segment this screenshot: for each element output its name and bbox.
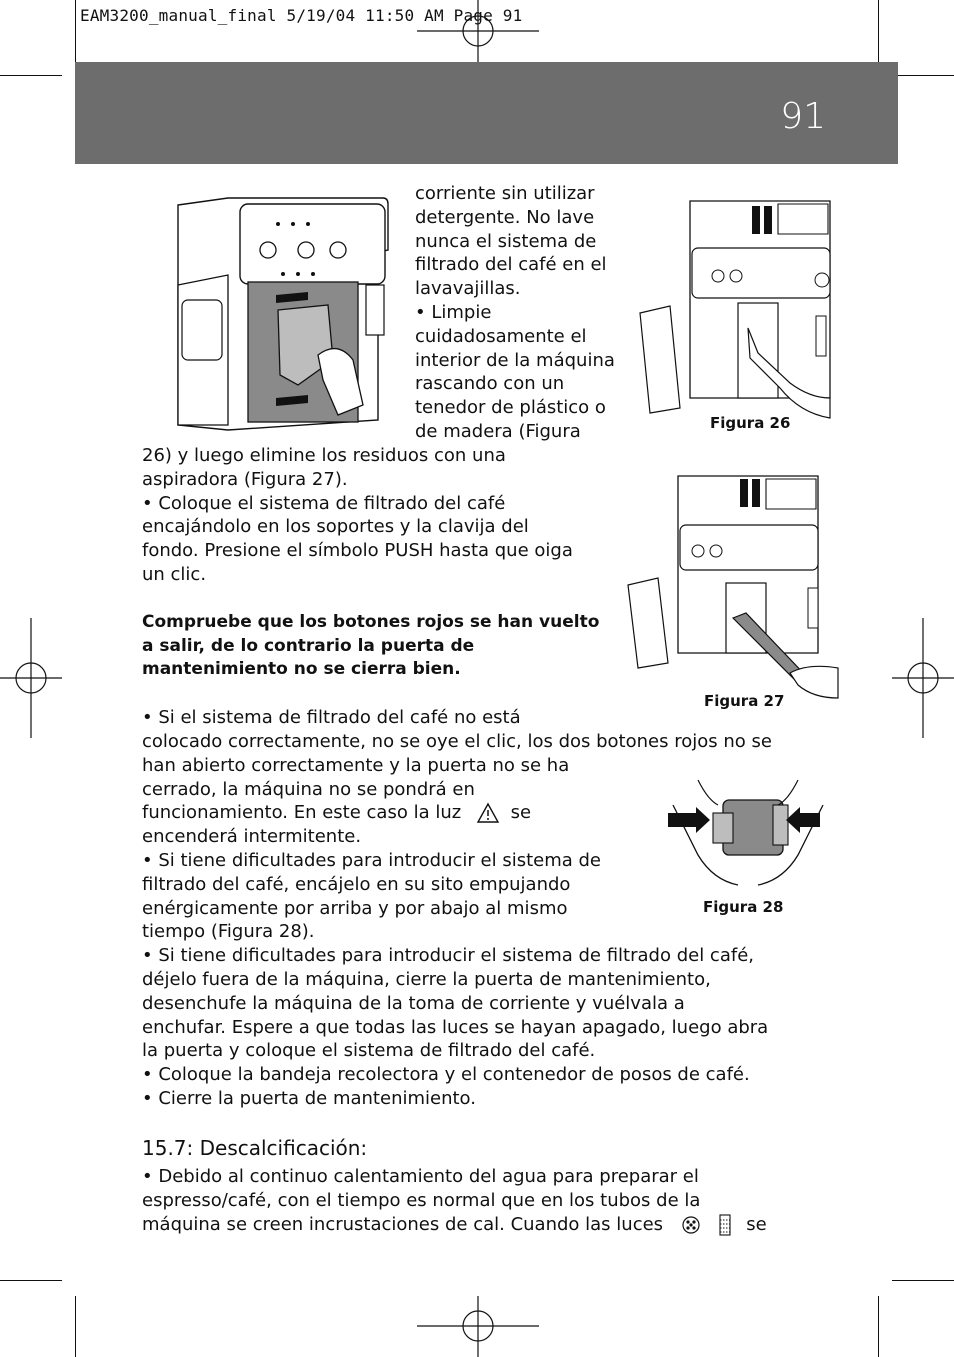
text-line: • Cierre la puerta de mantenimiento. <box>142 1087 476 1109</box>
text-line: de madera (Figura <box>415 420 581 442</box>
crop-mark <box>878 1296 879 1357</box>
figure-26-illustration <box>640 198 832 423</box>
text-line: • Si el sistema de filtrado del café no está <box>142 707 521 729</box>
text-line: enérgicamente por arriba y por abajo al mismo <box>142 897 568 919</box>
figure-caption-26: Figura 26 <box>710 414 791 432</box>
text-line: enchufar. Espere a que todas las luces se hayan apagado, luego abra <box>142 1016 769 1038</box>
text-line: fondo. Presione el símbolo PUSH hasta que oiga <box>142 540 573 562</box>
crop-mark <box>0 75 62 76</box>
text-line: cerrado, la máquina no se pondrá en <box>142 778 475 800</box>
figure-caption-28: Figura 28 <box>703 898 784 916</box>
section-body <box>142 1165 767 1236</box>
text-line: • Si tiene dificultades para introducir el sistema de filtrado del café, <box>142 945 754 967</box>
figure-open-door-illustration <box>168 190 398 435</box>
text-line: filtrado del café, encájelo en su sito empujando <box>142 873 571 895</box>
text-segment: máquina se creen incrustaciones de cal. Cuando las luces <box>142 1213 664 1235</box>
crop-mark <box>75 0 76 62</box>
body-text <box>142 444 772 1111</box>
text-line: espresso/café, con el tiempo es normal que en los tubos de la <box>142 1189 701 1211</box>
warning-line: a salir, de lo contrario la puerta de <box>142 635 475 656</box>
text-line: corriente sin utilizar <box>415 183 595 204</box>
crop-mark <box>0 1280 62 1281</box>
print-slug: EAM3200_manual_final 5/19/04 11:50 AM Page 91 <box>80 6 523 25</box>
text-line: • Coloque el sistema de filtrado del café <box>142 492 506 514</box>
text-line: • Limpie <box>415 301 492 323</box>
text-line: colocado correctamente, no se oye el clic, los dos botones rojos no se <box>142 730 772 752</box>
crop-mark <box>892 1280 954 1281</box>
text-line: rascando con un <box>415 373 565 395</box>
text-line: filtrado del café en el <box>415 254 607 276</box>
text-column-upper <box>415 182 615 444</box>
text-line: tiempo (Figura 28). <box>142 921 315 943</box>
text-line: encajándolo en los soportes y la clavija del <box>142 516 529 538</box>
text-line-with-icon <box>142 1213 767 1237</box>
page-number: 91 <box>780 96 826 137</box>
text-segment: funcionamiento. En este caso la luz <box>142 802 462 824</box>
crop-mark <box>75 1296 76 1357</box>
section-heading: 15.7: Descalcificación: <box>142 1136 368 1160</box>
warning-line: mantenimiento no se cierra bien. <box>142 659 461 680</box>
registration-mark-bottom <box>417 1296 539 1357</box>
header-band <box>75 62 898 164</box>
text-segment: se <box>746 1213 767 1235</box>
text-line: nunca el sistema de <box>415 230 597 252</box>
text-line: la puerta y coloque el sistema de filtrado del café. <box>142 1040 596 1062</box>
water-tank-icon <box>719 1214 731 1236</box>
text-line-with-icon <box>142 801 772 825</box>
text-line: • Si tiene dificultades para introducir el sistema de <box>142 849 601 871</box>
descale-icon <box>681 1215 701 1235</box>
figure-caption-27: Figura 27 <box>704 692 785 710</box>
crop-mark <box>892 75 954 76</box>
text-line: aspiradora (Figura 27). <box>142 468 348 490</box>
text-line: encenderá intermitente. <box>142 826 362 848</box>
registration-mark-right <box>892 618 954 738</box>
warning-line: Compruebe que los botones rojos se han vuelto <box>142 611 600 632</box>
crop-mark <box>878 0 879 62</box>
text-line: un clic. <box>142 563 207 585</box>
text-line: interior de la máquina <box>415 349 615 371</box>
text-segment: se <box>510 802 532 824</box>
registration-mark-left <box>0 618 62 738</box>
text-line: • Debido al continuo calentamiento del agua para preparar el <box>142 1166 699 1187</box>
text-line: • Coloque la bandeja recolectora y el contenedor de posos de café. <box>142 1064 750 1086</box>
text-line: desenchufe la máquina de la toma de corriente y vuélvala a <box>142 992 685 1014</box>
text-line: déjelo fuera de la máquina, cierre la puerta de mantenimiento, <box>142 968 711 990</box>
text-line: detergente. No lave <box>415 206 595 228</box>
text-line: tenedor de plástico o <box>415 397 606 419</box>
text-line: lavavajillas. <box>415 278 521 300</box>
text-line: cuidadosamente el <box>415 325 587 347</box>
text-line: han abierto correctamente y la puerta no se ha <box>142 754 570 776</box>
warning-triangle-icon <box>477 803 499 823</box>
text-line: 26) y luego elimine los residuos con una <box>142 445 506 466</box>
